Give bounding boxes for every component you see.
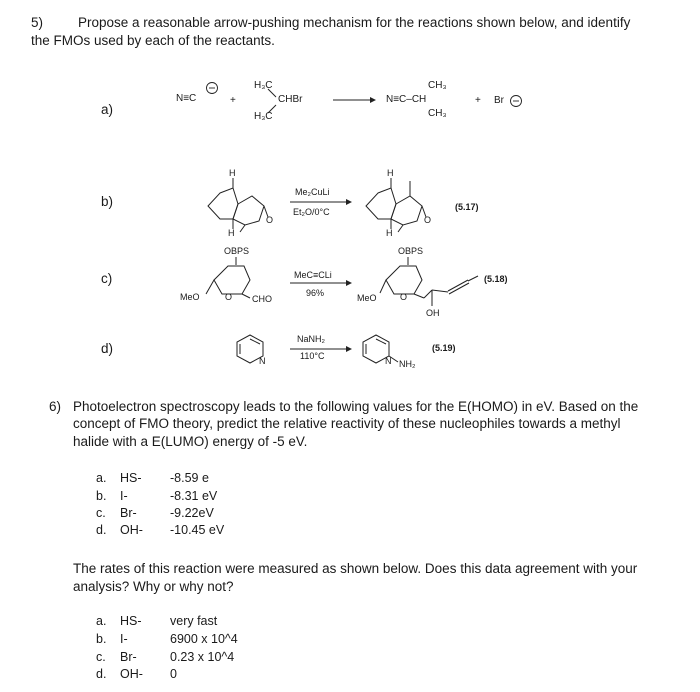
methoxy-label: MeO <box>180 292 200 302</box>
question-6-number: 6) <box>49 399 62 414</box>
equation-ref-5-18: (5.18) <box>484 274 508 284</box>
rate-nucleophile: Br- <box>120 650 137 664</box>
rate-value: 6900 x 10^4 <box>170 632 238 646</box>
oxygen-label: O <box>424 215 432 225</box>
question-5-text-line1: Propose a reasonable arrow-pushing mechanism for the reactions shown below, and identify <box>78 15 631 30</box>
homo-letter: a. <box>96 471 107 485</box>
h-bottom-label: H <box>228 228 235 238</box>
product-ch3-bottom-label: CH₃ <box>428 108 447 119</box>
hydroxyl-label: OH <box>426 308 440 318</box>
equation-ref-5-17: (5.17) <box>455 202 479 212</box>
homo-value: -8.59 e <box>170 471 209 485</box>
pyridine-nitrogen-label: N <box>259 356 266 366</box>
rate-nucleophile: OH- <box>120 667 143 681</box>
h-top-label: H <box>229 168 236 178</box>
temperature-conditions: 110°C <box>300 351 325 361</box>
obps-label: OBPS <box>398 246 424 256</box>
question-5-number: 5) <box>31 15 44 30</box>
homo-nucleophile: HS- <box>120 471 142 485</box>
methoxy-label: MeO <box>357 293 377 303</box>
rate-value: 0.23 x 10^4 <box>170 650 235 664</box>
acetylide-reagent: MeC≡CLi <box>294 270 332 280</box>
h-bottom-label: H <box>386 228 393 238</box>
product-main-label: N≡C–CH <box>386 94 427 105</box>
question-6-text-line1: Photoelectron spectroscopy leads to the following values for the E(HOMO) in eV. Based on the <box>73 399 639 414</box>
rate-nucleophile: I- <box>120 632 128 646</box>
homo-value: -9.22eV <box>170 506 214 520</box>
oxygen-label: O <box>266 215 274 225</box>
homo-letter: d. <box>96 523 107 537</box>
homo-letter: b. <box>96 489 107 503</box>
question-5-text-line2: the FMOs used by each of the reactants. <box>31 33 275 48</box>
question-6-text-line3: halide with a E(LUMO) energy of -5 eV. <box>73 434 308 449</box>
homo-nucleophile: Br- <box>120 506 137 520</box>
reaction-c-label: c) <box>101 271 113 286</box>
question-6-text-line2: concept of FMO theory, predict the relative reactivity of these nucleophiles towards a methyl <box>73 416 621 431</box>
methyl-bottom-label: H₃C <box>254 111 273 122</box>
product-ch3-top-label: CH₃ <box>428 80 447 91</box>
plus-sign: + <box>230 95 236 106</box>
rate-value: 0 <box>170 667 177 681</box>
rate-letter: b. <box>96 632 107 646</box>
yield-label: 96% <box>306 288 325 298</box>
homo-nucleophile: I- <box>120 489 128 503</box>
homo-value: -8.31 eV <box>170 489 218 503</box>
rates-text-line2: analysis? Why or why not? <box>73 579 234 594</box>
ring-oxygen-label: O <box>225 292 233 302</box>
chbr-label: CHBr <box>278 94 303 105</box>
rates-text-line1: The rates of this reaction were measured as shown below. Does this data agreement with your <box>73 561 638 576</box>
rate-letter: a. <box>96 614 107 628</box>
homo-letter: c. <box>96 506 106 520</box>
amino-label: NH₂ <box>399 359 416 369</box>
ring-oxygen-label: O <box>400 292 408 302</box>
h-top-label: H <box>387 168 394 178</box>
aldehyde-label: CHO <box>252 294 272 304</box>
solvent-conditions: Et₂O/0°C <box>293 207 330 217</box>
rate-nucleophile: HS- <box>120 614 142 628</box>
rate-letter: c. <box>96 650 106 664</box>
equation-ref-5-19: (5.19) <box>432 343 456 353</box>
amide-reagent: NaNH₂ <box>297 334 325 344</box>
plus-sign: + <box>475 95 481 106</box>
rate-letter: d. <box>96 667 107 681</box>
bromide-label: Br <box>494 95 504 106</box>
homo-nucleophile: OH- <box>120 523 143 537</box>
obps-label: OBPS <box>224 246 250 256</box>
reaction-a-label: a) <box>101 102 114 117</box>
reaction-b-label: b) <box>101 194 114 209</box>
cyanide-label: N≡C <box>176 93 197 104</box>
cuprate-reagent: Me₂CuLi <box>295 187 330 197</box>
rate-value: very fast <box>170 614 218 628</box>
homo-value: -10.45 eV <box>170 523 225 537</box>
reaction-d-label: d) <box>101 341 114 356</box>
methyl-top-label: H₃C <box>254 80 273 91</box>
pyridine-nitrogen-label: N <box>385 356 392 366</box>
